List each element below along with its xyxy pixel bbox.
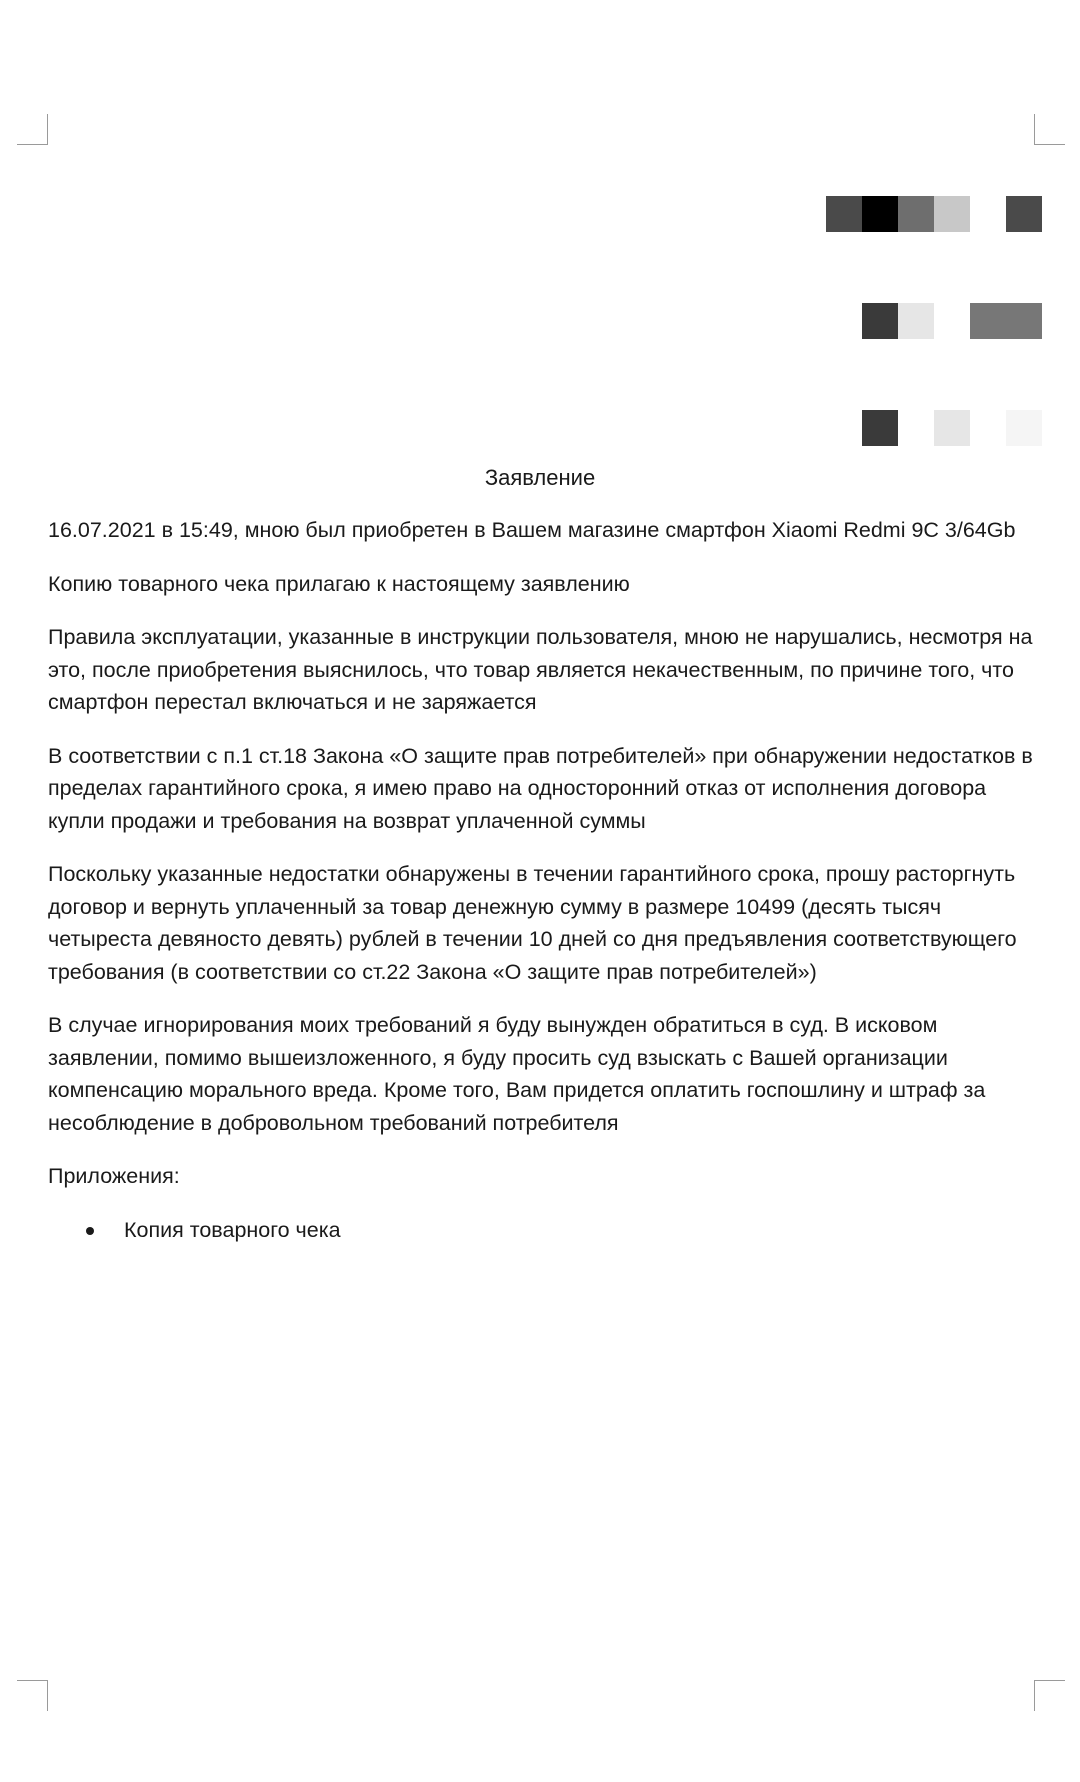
list-item — [48, 1214, 1038, 1247]
redaction-pixel — [862, 410, 898, 446]
document-body — [48, 514, 1038, 1246]
redaction-pixel — [898, 303, 934, 339]
crop-mark-bottom-right — [1034, 1680, 1065, 1711]
redaction-pixel — [934, 410, 970, 446]
redaction-pixel — [970, 303, 1042, 339]
attachments-heading: Приложения: — [48, 1164, 180, 1188]
bullet-icon — [86, 1227, 94, 1235]
paragraph-purchase: 16.07.2021 в 15:49, мною был приобретен в Вашем магазине смартфон Xiaomi Redmi 9C 3/64Gb — [48, 518, 1016, 542]
redaction-pixel — [1006, 196, 1042, 232]
attachment-label: Копия товарного чека — [124, 1217, 341, 1242]
attachments-list — [48, 1214, 1038, 1247]
paragraph-receipt: Копию товарного чека прилагаю к настоящему заявлению — [48, 571, 630, 596]
crop-mark-bottom-left — [17, 1680, 48, 1711]
redaction-pixel — [898, 196, 934, 232]
paragraph-law: В соответствии с п.1 ст.18 Закона «О защите прав потребителей» при обнаружении недостатков в пределах гарантийного срока, я имею право на односторонний отказ от исполнения договора купли продажи и требования на возврат уплаченной суммы — [48, 743, 1033, 833]
crop-mark-top-left — [17, 114, 48, 145]
redaction-pixel — [826, 196, 862, 232]
paragraph-defect: Правила эксплуатации, указанные в инструкции пользователя, мною не нарушались, несмотря на это, после приобретения выяснилось, что товар является некачественным, по причине того, что смартфон перестал включаться и не заряжается — [48, 625, 1033, 714]
crop-mark-top-right — [1034, 114, 1065, 145]
redaction-pixel — [1006, 410, 1042, 446]
redaction-pixel — [934, 196, 970, 232]
redaction-pixel — [862, 303, 898, 339]
redaction-pixel — [862, 196, 898, 232]
paragraph-demand: Поскольку указанные недостатки обнаружены в течении гарантийного срока, прошу расторгнуть договор и вернуть уплаченный за товар денежную сумму в размере 10499 (десять тысяч четыреста девяносто девять) рублей в течении 10 дней со дня предъявления соответствующего требования (в соответствии со ст.22 Закона «О защите прав потребителей») — [48, 862, 1017, 984]
paragraph-court: В случае игнорирования моих требований я буду вынужден обратиться в суд. В исковом заявлении, помимо вышеизложенного, я буду просить суд взыскать с Вашей организации компенсацию морального вреда. Кроме того, Вам придется оплатить госпошлину и штраф за несоблюдение в добровольном требований потребителя — [48, 1013, 986, 1135]
document-title: Заявление — [484, 465, 596, 490]
